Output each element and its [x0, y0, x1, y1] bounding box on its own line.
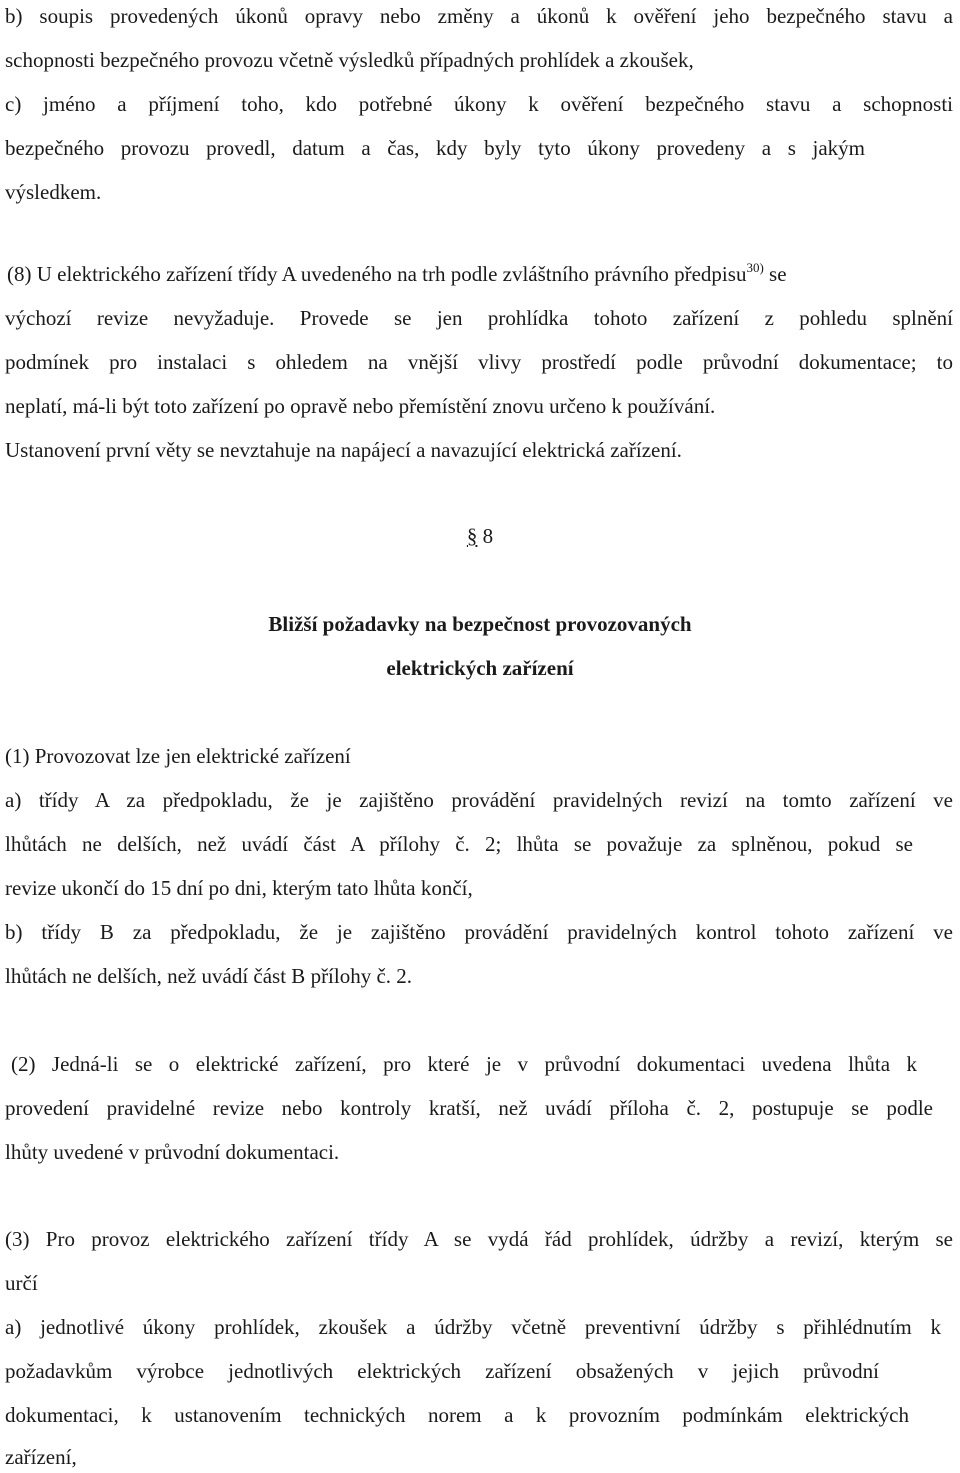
text-line: bezpečného provozu provedl, datum a čas, kdy byly tyto úkony provedeny a s jakým [5, 136, 865, 160]
text-line: revize ukončí do 15 dní po dni, kterým tato lhůta končí, [5, 876, 473, 900]
text-line: lhůtách ne delších, než uvádí část B přílohy č. 2. [5, 964, 413, 988]
footnote-reference: 30) [746, 260, 764, 275]
text-line: a) třídy A za předpokladu, že je zajištěno provádění pravidelných revizí na tomto zařízení ve [5, 788, 953, 812]
text-segment: (8) U elektrického zařízení třídy A uvedeného na trh podle zvláštního právního předpisu [7, 262, 747, 286]
text-line: lhůty uvedené v průvodní dokumentaci. [5, 1140, 340, 1164]
text-line: b) třídy B za předpokladu, že je zajištěno provádění pravidelných kontrol tohoto zařízení ve [5, 920, 953, 944]
text-line: provedení pravidelné revize nebo kontroly kratší, než uvádí příloha č. 2, postupuje se podle [5, 1096, 933, 1120]
text-line: c) jméno a příjmení toho, kdo potřebné úkony k ověření bezpečného stavu a schopnosti [5, 92, 953, 116]
text-segment: se [769, 262, 787, 286]
section-heading [0, 524, 960, 548]
section-number: 8 [482, 524, 494, 548]
section-title-line-1: Bližší požadavky na bezpečnost provozovaných [268, 612, 692, 636]
text-line: a) jednotlivé úkony prohlídek, zkoušek a údržby včetně preventivní údržby s přihlédnutím k [5, 1315, 941, 1339]
text-line: Ustanovení první věty se nevztahuje na napájecí a navazující elektrická zařízení. [5, 438, 682, 462]
text-line: zařízení, [5, 1445, 77, 1469]
text-line: schopnosti bezpečného provozu včetně výsledků případných prohlídek a zkoušek, [5, 48, 694, 72]
text-line: (2) Jedná-li se o elektrické zařízení, pro které je v průvodní dokumentaci uvedena lhůta k [11, 1052, 917, 1076]
text-line: (3) Pro provoz elektrického zařízení třídy A se vydá řád prohlídek, údržby a revizí, kterým se [5, 1227, 953, 1251]
text-line: b) soupis provedených úkonů opravy nebo změny a úkonů k ověření jeho bezpečného stavu a [5, 4, 953, 28]
section-sign: § [466, 524, 478, 548]
text-line: výsledkem. [5, 180, 102, 204]
text-line: určí [5, 1271, 38, 1295]
text-line: dokumentaci, k ustanovením technických norem a k provozním podmínkám elektrických [5, 1403, 909, 1427]
text-line: neplatí, má-li být toto zařízení po opravě nebo přemístění znovu určeno k používání. [5, 394, 716, 418]
text-line: požadavkům výrobce jednotlivých elektrických zařízení obsažených v jejich průvodní [5, 1359, 879, 1383]
text-line: (1) Provozovat lze jen elektrické zařízení [5, 744, 351, 768]
text-line: podmínek pro instalaci s ohledem na vnější vlivy prostředí podle průvodní dokumentace; to [5, 350, 953, 374]
text-line: lhůtách ne delších, než uvádí část A přílohy č. 2; lhůta se považuje za splněnou, pokud se [5, 832, 913, 856]
paragraph-8-line-1 [7, 262, 787, 286]
section-title-line-2: elektrických zařízení [386, 656, 574, 680]
text-line: výchozí revize nevyžaduje. Provede se jen prohlídka tohoto zařízení z pohledu splnění [5, 306, 953, 330]
